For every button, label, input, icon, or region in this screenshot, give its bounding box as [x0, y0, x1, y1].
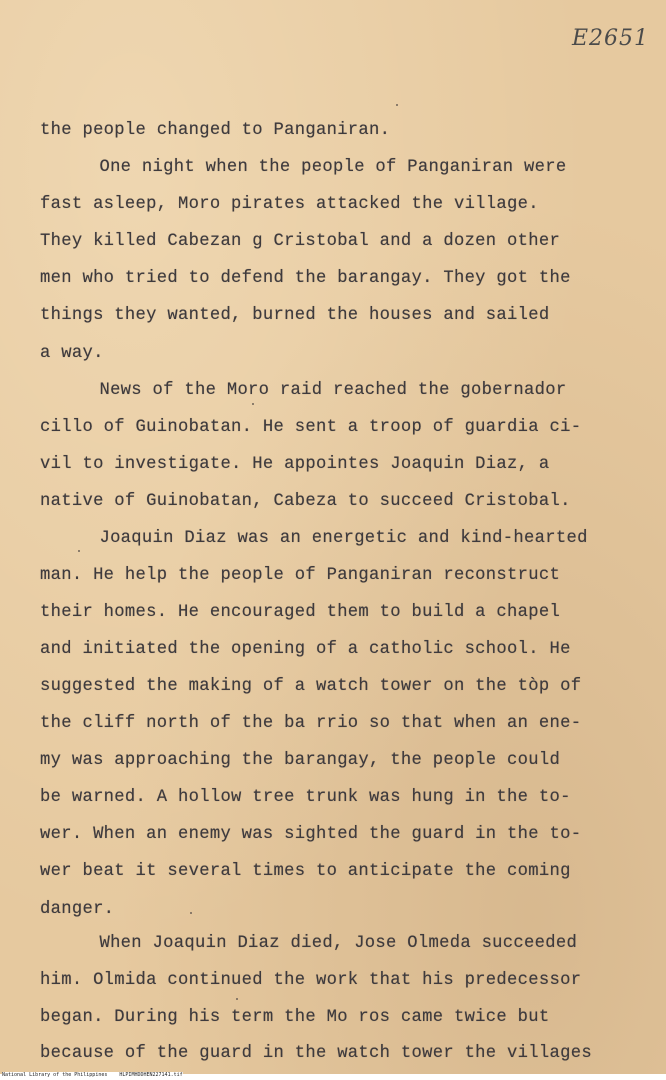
text-line: things they wanted, burned the houses and sailed — [40, 306, 550, 325]
text-line: cillo of Guinobatan. He sent a troop of guardia ci- — [40, 418, 582, 437]
text-line: be warned. A hollow tree trunk was hung in the to- — [40, 788, 571, 807]
text-line: Joaquin Diaz was an energetic and kind-hearted — [57, 529, 588, 548]
text-line: him. Olmida continued the work that his predecessor — [40, 971, 582, 990]
text-line: because of the guard in the watch tower the villages — [40, 1044, 592, 1063]
text-line: News of the Moro raid reached the gobernador — [57, 381, 567, 400]
text-line: began. During his term the Mo ros came twice but — [40, 1008, 550, 1027]
text-line: and initiated the opening of a catholic school. He — [40, 640, 571, 659]
text-line: the people changed to Panganiran. — [40, 121, 391, 140]
page-number: E2651 — [572, 26, 650, 51]
scan-footer-text: National Library of the Philippines HLPIMHDDHEN227141.tif — [2, 1072, 183, 1078]
paper-speck — [190, 912, 192, 914]
text-line: When Joaquin Diaz died, Jose Olmeda succeeded — [57, 934, 578, 953]
text-line: wer beat it several times to anticipate the coming — [40, 862, 571, 881]
text-line: wer. When an enemy was sighted the guard in the to- — [40, 825, 582, 844]
text-line: suggested the making of a watch tower on the tòp of — [40, 677, 582, 696]
text-line: fast asleep, Moro pirates attacked the village. — [40, 195, 539, 214]
text-line: danger. — [40, 900, 115, 919]
paper-speck — [78, 550, 80, 552]
text-line: man. He help the people of Panganiran reconstruct — [40, 566, 561, 585]
paper-speck — [236, 998, 238, 1000]
text-line: men who tried to defend the barangay. They got the — [40, 269, 571, 288]
text-line: vil to investigate. He appointes Joaquin Diaz, a — [40, 455, 550, 474]
text-line: the cliff north of the ba rrio so that when an ene- — [40, 714, 582, 733]
text-line: a way. — [40, 344, 104, 363]
text-line: They killed Cabezan g Cristobal and a dozen other — [40, 232, 561, 251]
text-line: One night when the people of Panganiran were — [57, 158, 567, 177]
text-line: their homes. He encouraged them to build a chapel — [40, 603, 561, 622]
paper-speck — [396, 104, 398, 106]
text-line: native of Guinobatan, Cabeza to succeed Cristobal. — [40, 492, 571, 511]
paper-speck — [252, 403, 254, 405]
text-line: my was approaching the barangay, the people could — [40, 751, 561, 770]
